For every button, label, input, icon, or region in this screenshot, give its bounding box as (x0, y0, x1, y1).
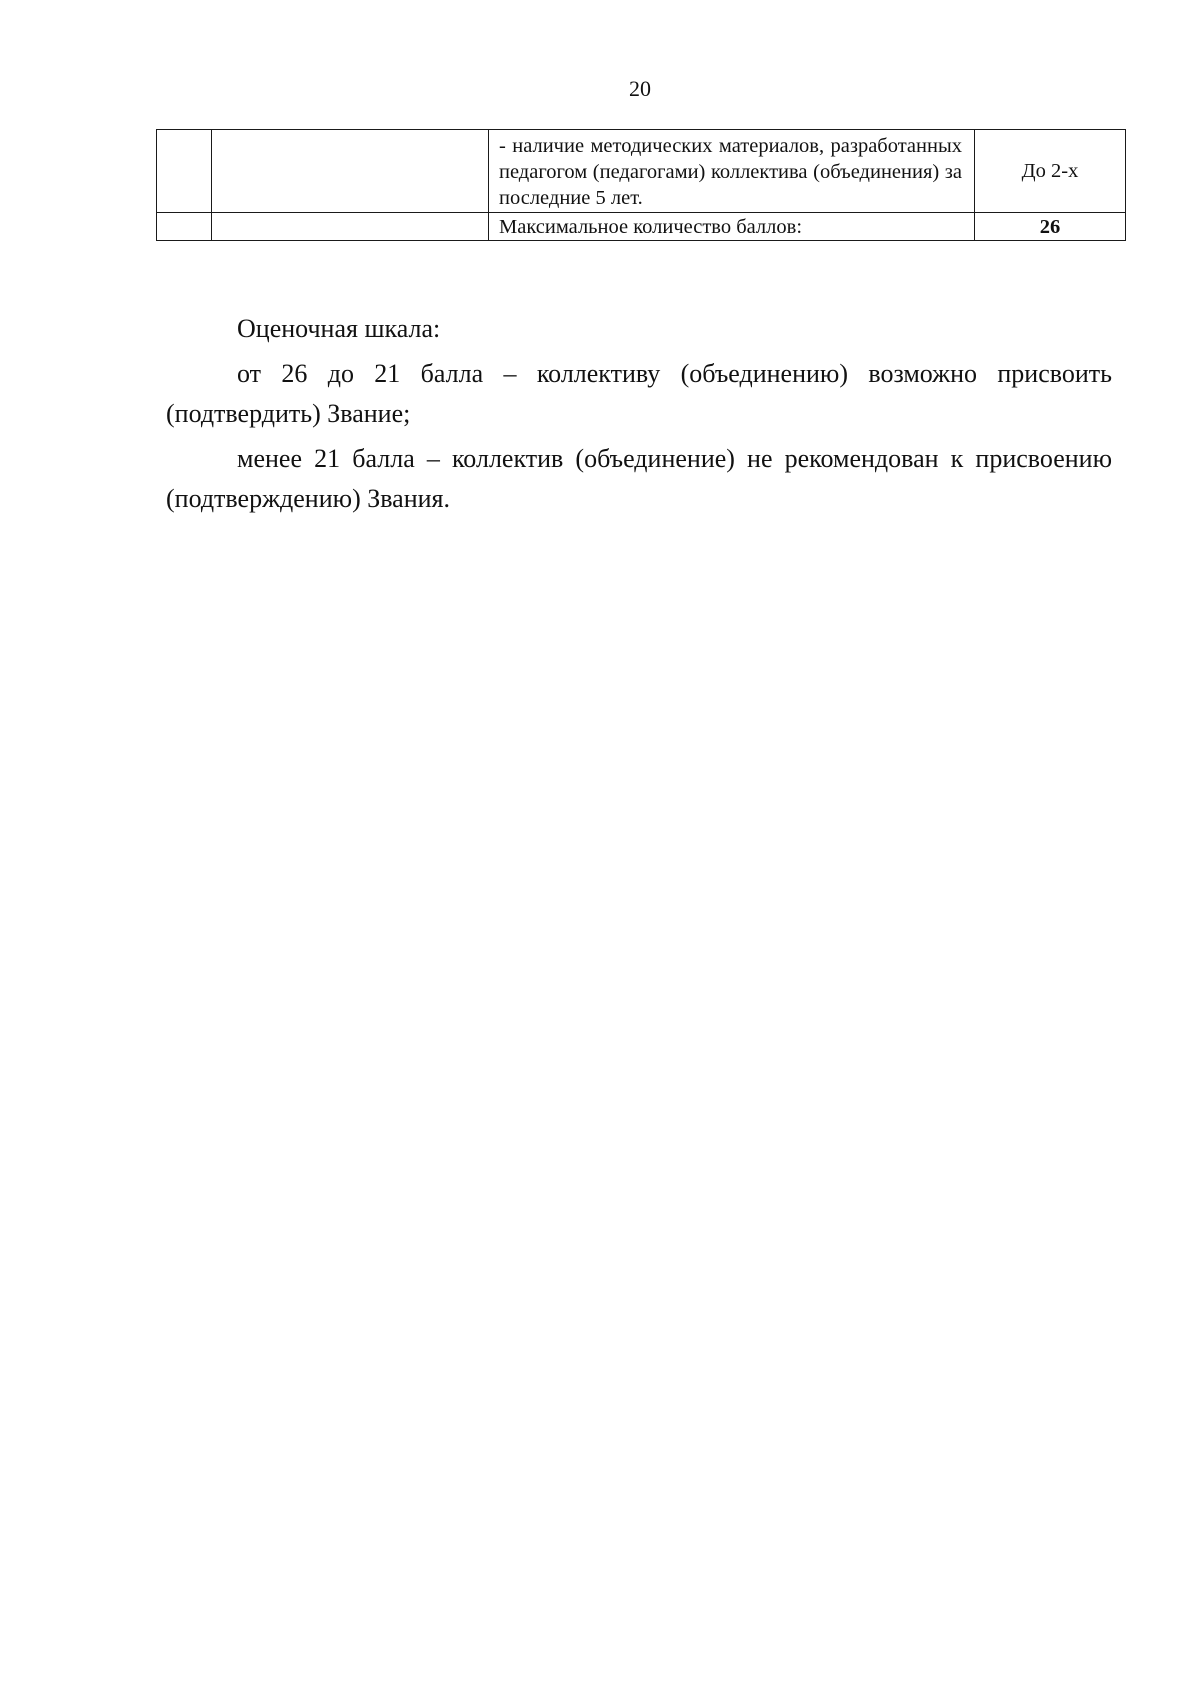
total-row-criterion-cell (212, 213, 489, 241)
criteria-table (156, 129, 1126, 241)
total-label-cell (489, 213, 975, 241)
points-text: До 2-х (1021, 160, 1079, 182)
page-number: 20 (629, 76, 651, 101)
scale-item-high: от 26 до 21 балла – коллективу (объединению) возможно присвоить (подтвердить) Звание; (166, 359, 1112, 428)
total-value: 26 (1039, 216, 1061, 238)
evaluation-scale (166, 309, 1112, 524)
total-value-cell (975, 213, 1126, 241)
indicator-text: - наличие методических материалов, разработанных педагогом (педагогами) коллектива (объединения) за последние 5 лет. (499, 135, 962, 209)
total-row-number-cell (157, 213, 212, 241)
total-row (157, 213, 1126, 241)
points-cell (975, 130, 1126, 213)
criterion-cell (212, 130, 489, 213)
scale-title: Оценочная шкала: (237, 314, 441, 343)
scale-item-low: менее 21 балла – коллектив (объединение) не рекомендован к присвоению (подтверждению) Звания. (166, 444, 1112, 513)
indicator-cell (489, 130, 975, 213)
row-number-cell (157, 130, 212, 213)
total-label: Максимальное количество баллов: (499, 216, 803, 238)
table-row (157, 130, 1126, 213)
